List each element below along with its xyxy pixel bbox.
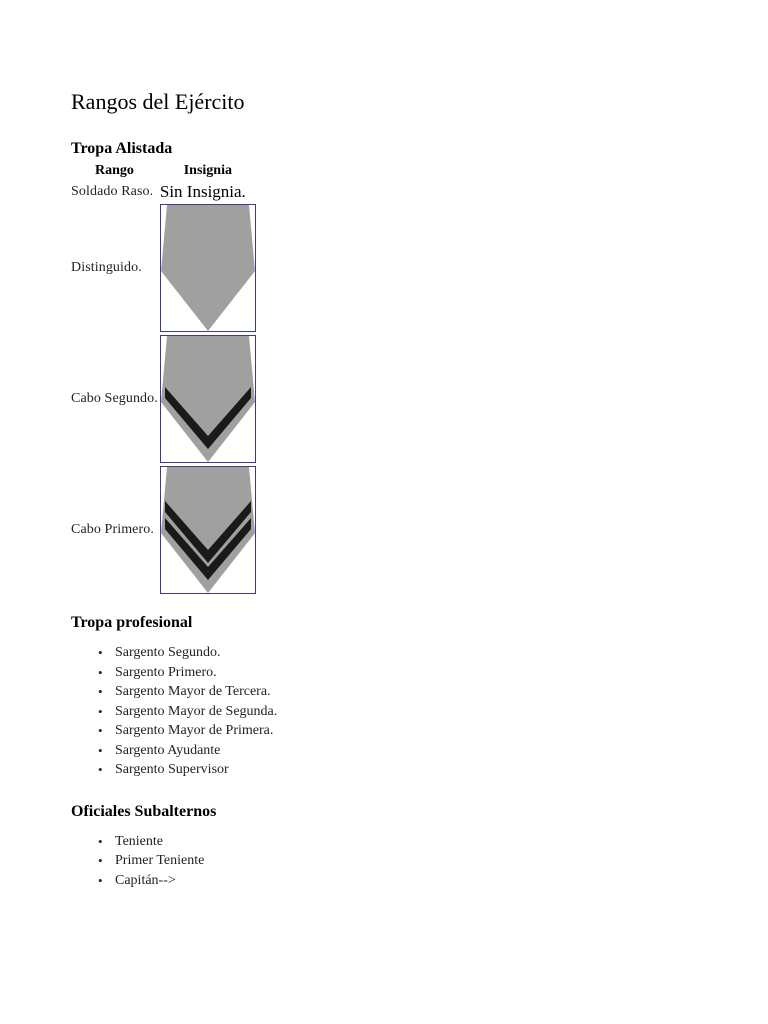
list-item-text: Primer Teniente [115,853,205,868]
shield-icon [161,336,255,462]
list-item [98,851,711,871]
table-row [71,466,256,594]
list-item [98,643,711,663]
insignia-image-cabo-primero [160,466,256,594]
table-header-row [71,162,256,180]
bullet-icon: • [98,645,103,660]
shield-shape [161,205,255,331]
section-heading-oficiales-subalternos: Oficiales Subalternos [71,802,217,820]
bullet-icon: • [98,742,103,758]
bullet-icon: • [98,703,103,719]
shield-icon [161,205,255,331]
list-item [98,663,711,683]
insignia-image-cabo-segundo [160,335,256,463]
list-item [98,721,711,741]
table-row [71,335,256,463]
list-item [98,741,711,761]
section-heading-tropa-alistada: Tropa Alistada [71,140,173,157]
rank-name: Cabo Segundo. [71,391,158,406]
insignia-image-distinguido [160,204,256,332]
list-item-text: Sargento Primero. [115,664,217,680]
document-page [71,86,711,890]
bullet-icon: • [98,723,103,738]
bullet-icon: • [98,833,103,849]
insignia-cell [160,204,256,332]
insignia-text: Sin Insignia. [159,182,246,201]
list-item-text: Teniente [115,833,163,849]
list-item [98,702,711,722]
list-item [98,871,711,891]
bullet-icon: • [98,664,103,680]
bullet-icon: • [98,684,103,699]
ranks-table [69,159,258,597]
page-title: Rangos del Ejército [71,89,245,114]
rank-name: Soldado Raso. [71,184,154,199]
rank-name: Distinguido. [71,260,142,275]
list-item-text: Sargento Mayor de Primera. [115,723,274,738]
table-row [71,183,256,201]
bullet-icon: • [98,762,103,777]
insignia-cell [160,335,256,463]
shield-icon [161,467,255,593]
ranks-table-body [71,183,256,594]
bullet-icon: • [98,853,103,868]
column-header-rango: Rango [94,163,134,178]
section-heading-tropa-profesional: Tropa profesional [71,614,193,631]
list-tropa-profesional [71,643,711,780]
column-header-insignia: Insignia [183,163,232,178]
list-item [98,682,711,702]
list-item [98,760,711,780]
bullet-icon: • [98,872,103,888]
list-item-text: Sargento Mayor de Segunda. [115,703,278,719]
rank-name: Cabo Primero. [71,522,154,537]
list-item-text: Sargento Ayudante [115,742,221,758]
list-item [98,832,711,852]
table-row [71,204,256,332]
list-item-text: Sargento Segundo. [115,645,221,660]
insignia-cell [160,466,256,594]
list-item-text: Sargento Mayor de Tercera. [115,684,271,699]
list-oficiales-subalternos [71,832,711,891]
list-item-text: Sargento Supervisor [115,762,229,777]
list-item-text: Capitán--> [115,872,176,888]
